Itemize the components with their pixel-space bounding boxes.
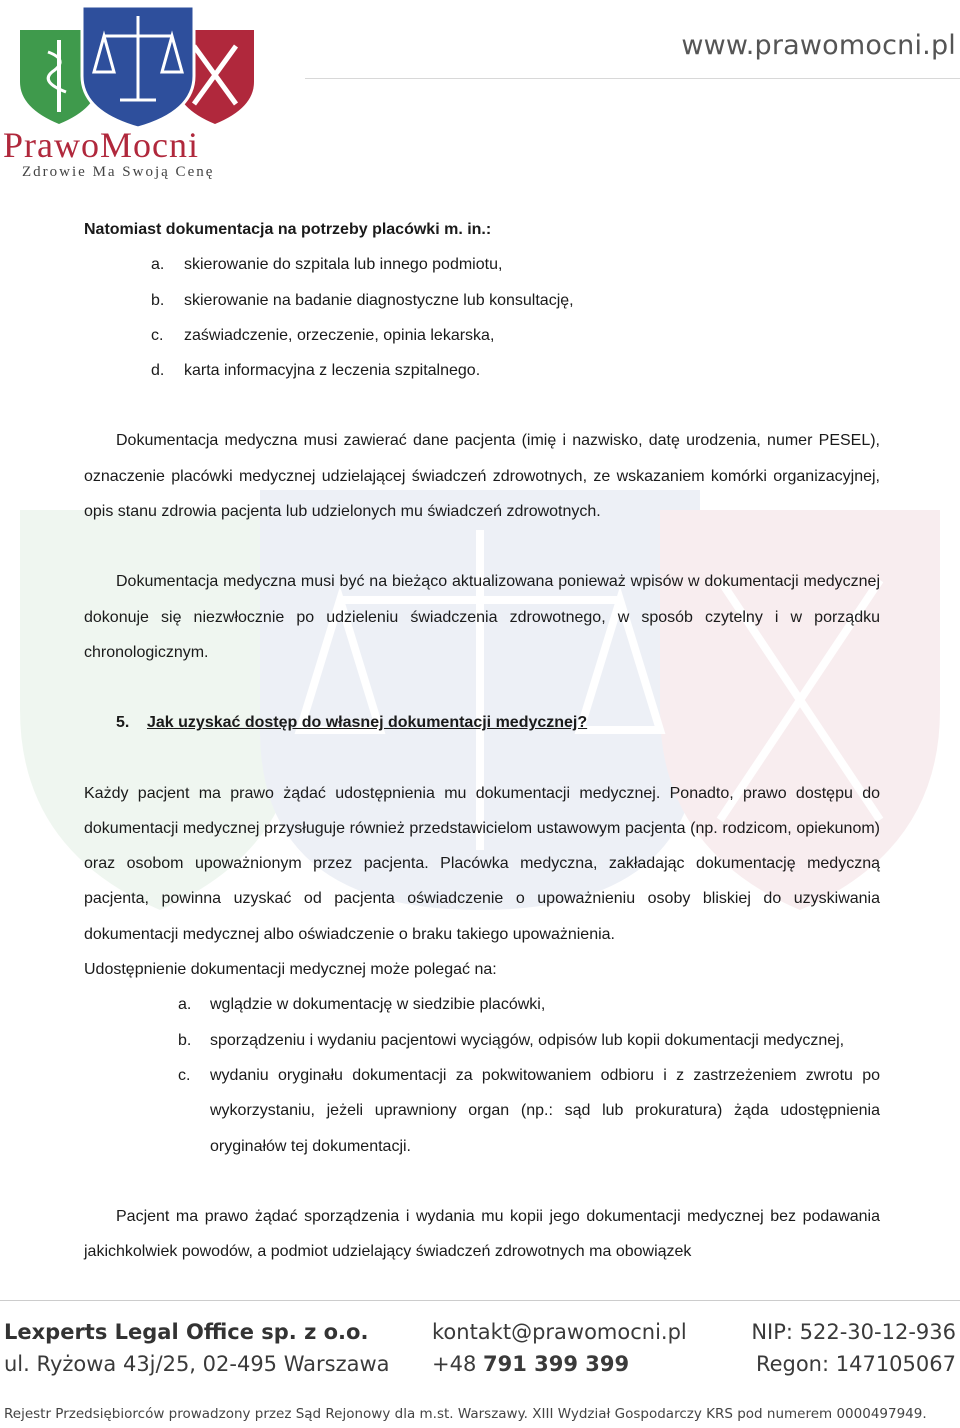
section-heading: 5. Jak uzyskać dostęp do własnej dokumentacji medycznej? [116, 714, 588, 732]
placowka-list [84, 247, 880, 388]
list-item: b. sporządzeniu i wydaniu pacjentowi wyciągów, odpisów lub kopii dokumentacji medycznej, [178, 1031, 845, 1049]
list-item: a. wglądzie w dokumentację w siedzibie placówki, [178, 996, 546, 1014]
brand-name: PrawoMocni [3, 125, 199, 165]
footer-address: ul. Ryżowa 43j/25, 02-495 Warszawa [4, 1352, 390, 1376]
footer-regon: Regon: 147105067 [755, 1352, 956, 1376]
footer [0, 1300, 960, 1428]
footer-krs: Rejestr Przedsiębiorców prowadzony przez Sąd Rejonowy dla m.st. Warszawy. XIII Wydział Gospodarczy KRS pod numerem 0000497949. [4, 1406, 927, 1422]
access-list [84, 987, 880, 1163]
paragraph: Dokumentacja medyczna musi zawierać dane pacjenta (imię i nazwisko, datę urodzenia, numer PESEL), oznaczenie placówki medycznej udzielającej świadczeń zdrowotnych, ze wskazaniem komórki organizacyjnej, opis stanu zdrowia pacjenta lub udzielonych mu świadczeń zdrowotnych. [84, 432, 880, 521]
document-body [84, 212, 880, 1269]
brand-tagline: Zdrowie Ma Swoją Cenę [22, 164, 215, 180]
header-divider [305, 78, 960, 79]
footer-email[interactable]: kontakt@prawomocni.pl [432, 1320, 687, 1344]
intro-line: Natomiast dokumentacja na potrzeby placówki m. in.: [84, 221, 492, 238]
paragraph: Udostępnienie dokumentacji medycznej może polegać na: [84, 961, 497, 979]
list-item: d. karta informacyjna z leczenia szpitalnego. [151, 362, 481, 380]
list-item: c. zaświadczenie, orzeczenie, opinia lekarska, [151, 326, 495, 344]
paragraph: Każdy pacjent ma prawo żądać udostępnienia mu dokumentacji medycznej. Ponadto, prawo dostępu do dokumentacji medycznej przysługuje również przedstawicielom ustawowym pacjenta (np. rodzicom, opiekunom) oraz osobom upoważnionym przez pacjenta. Placówka medyczna, zakładając dokumentację medyczną pacjenta, powinna uzyskać od pacjenta oświadczenie o upoważnieniu osoby bliskiej do uzyskiwania dokumentacji medycznej albo oświadczenie o braku takiego upoważnienia. [84, 784, 880, 943]
list-item: b. skierowanie na badanie diagnostyczne lub konsultację, [151, 291, 574, 309]
site-url[interactable]: www.prawomocni.pl [681, 30, 956, 61]
footer-phone[interactable]: +48 791 399 399 [432, 1352, 630, 1376]
list-item: c. wydaniu oryginału dokumentacji za pokwitowaniem odbioru i z zastrzeżeniem zwrotu po wykorzystaniu, jeżeli uprawniony organ (np.: sąd lub prokuratura) żąda udostępnienia oryginałów tej dokumentacji. [178, 1066, 880, 1155]
footer-company: Lexperts Legal Office sp. z o.o. [4, 1320, 369, 1344]
paragraph: Dokumentacja medyczna musi być na bieżąco aktualizowana ponieważ wpisów w dokumentacji medycznej dokonuje się niezwłocznie po udzieleniu świadczenia zdrowotnego, w sposób czytelny i w porządku chronologicznym. [84, 573, 880, 661]
paragraph: Pacjent ma prawo żądać sporządzenia i wydania mu kopii jego dokumentacji medycznej bez podawania jakichkolwiek powodów, a podmiot udzielający świadczeń zdrowotnych ma obowiązek [84, 1207, 880, 1261]
list-item: a. skierowanie do szpitala lub innego podmiotu, [151, 256, 503, 274]
footer-nip: NIP: 522-30-12-936 [751, 1320, 956, 1344]
